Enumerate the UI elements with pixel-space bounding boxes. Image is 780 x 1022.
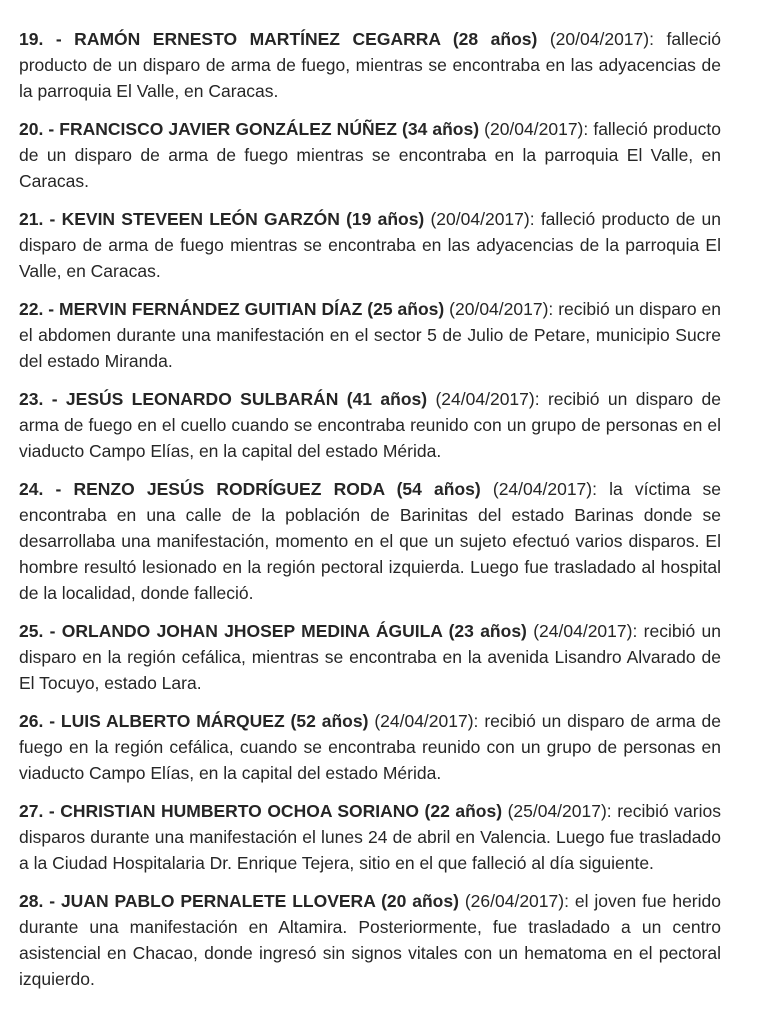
victim-description: recibió un disparo de arma de fuego en la región cefálica, cuando se encontraba reunido con un grupo de personas en viaducto Campo Elías, en la capital del estado Mérida. (19, 711, 721, 783)
victim-name-age: 21. - KEVIN STEVEEN LEÓN GARZÓN (19 años) (19, 209, 425, 229)
victim-date: (24/04/2017): (533, 621, 638, 641)
victim-date: (24/04/2017): (492, 479, 597, 499)
victim-entry (19, 476, 721, 606)
victim-date: (20/04/2017): (484, 119, 589, 139)
victim-date: (20/04/2017): (449, 299, 554, 319)
victim-name-age: 24. - RENZO JESÚS RODRÍGUEZ RODA (54 años) (19, 479, 481, 499)
victim-date: (20/04/2017): (430, 209, 535, 229)
victim-description: falleció producto de un disparo de arma de fuego mientras se encontraba en la parroquia El Valle, en Caracas. (19, 119, 721, 191)
victim-entry (19, 206, 721, 284)
victim-name-age: 27. - CHRISTIAN HUMBERTO OCHOA SORIANO (22 años) (19, 801, 503, 821)
victim-entry (19, 708, 721, 786)
victim-name-age: 22. - MERVIN FERNÁNDEZ GUITIAN DÍAZ (25 años) (19, 299, 445, 319)
victim-description: recibió un disparo de arma de fuego en el cuello cuando se encontraba reunido con un grupo de personas en el viaducto Campo Elías, en la capital del estado Mérida. (19, 389, 721, 461)
victim-entry (19, 26, 721, 104)
victim-description: falleció producto de un disparo de arma de fuego, mientras se encontraba en las adyacencias de la parroquia El Valle, en Caracas. (19, 29, 721, 101)
victim-entry (19, 798, 721, 876)
victim-name-age: 23. - JESÚS LEONARDO SULBARÁN (41 años) (19, 389, 428, 409)
victim-name-age: 26. - LUIS ALBERTO MÁRQUEZ (52 años) (19, 711, 369, 731)
victim-entry (19, 618, 721, 696)
victim-entry (19, 386, 721, 464)
victim-name-age: 20. - FRANCISCO JAVIER GONZÁLEZ NÚÑEZ (34 años) (19, 119, 480, 139)
victim-description: recibió un disparo en la región cefálica, mientras se encontraba en la avenida Lisandro Alvarado de El Tocuyo, estado Lara. (19, 621, 721, 693)
victim-entry (19, 888, 721, 992)
victim-description: recibió un disparo en el abdomen durante una manifestación en el sector 5 de Julio de Petare, municipio Sucre del estado Miranda. (19, 299, 721, 371)
victim-date: (20/04/2017): (549, 29, 654, 49)
victim-description: el joven fue herido durante una manifestación en Altamira. Posteriormente, fue trasladado a un centro asistencial en Chacao, donde ingresó sin signos vitales con un hematoma en el pectoral izquierdo. (19, 891, 721, 989)
victim-description: recibió varios disparos durante una manifestación el lunes 24 de abril en Valencia. Luego fue trasladado a la Ciudad Hospitalaria Dr. Enrique Tejera, sitio en el que falleció al día siguiente. (19, 801, 721, 873)
victim-date: (24/04/2017): (435, 389, 540, 409)
victim-date: (26/04/2017): (464, 891, 569, 911)
victim-date: (24/04/2017): (374, 711, 479, 731)
victim-name-age: 19. - RAMÓN ERNESTO MARTÍNEZ CEGARRA (28 años) (19, 29, 538, 49)
victim-description: falleció producto de un disparo de arma de fuego mientras se encontraba en las adyacencias de la parroquia El Valle, en Caracas. (19, 209, 721, 281)
victim-entry (19, 296, 721, 374)
victim-name-age: 25. - ORLANDO JOHAN JHOSEP MEDINA ÁGUILA (23 años) (19, 621, 527, 641)
victim-date: (25/04/2017): (507, 801, 612, 821)
victim-description: la víctima se encontraba en una calle de la población de Barinitas del estado Barinas donde se desarrollaba una manifestación, momento en el que un sujeto efectuó varios disparos. El hombre resultó lesionado en la región pectoral izquierda. Luego fue trasladado al hospital de la localidad, donde falleció. (19, 479, 721, 603)
victim-name-age: 28. - JUAN PABLO PERNALETE LLOVERA (20 años) (19, 891, 459, 911)
victim-entry (19, 116, 721, 194)
